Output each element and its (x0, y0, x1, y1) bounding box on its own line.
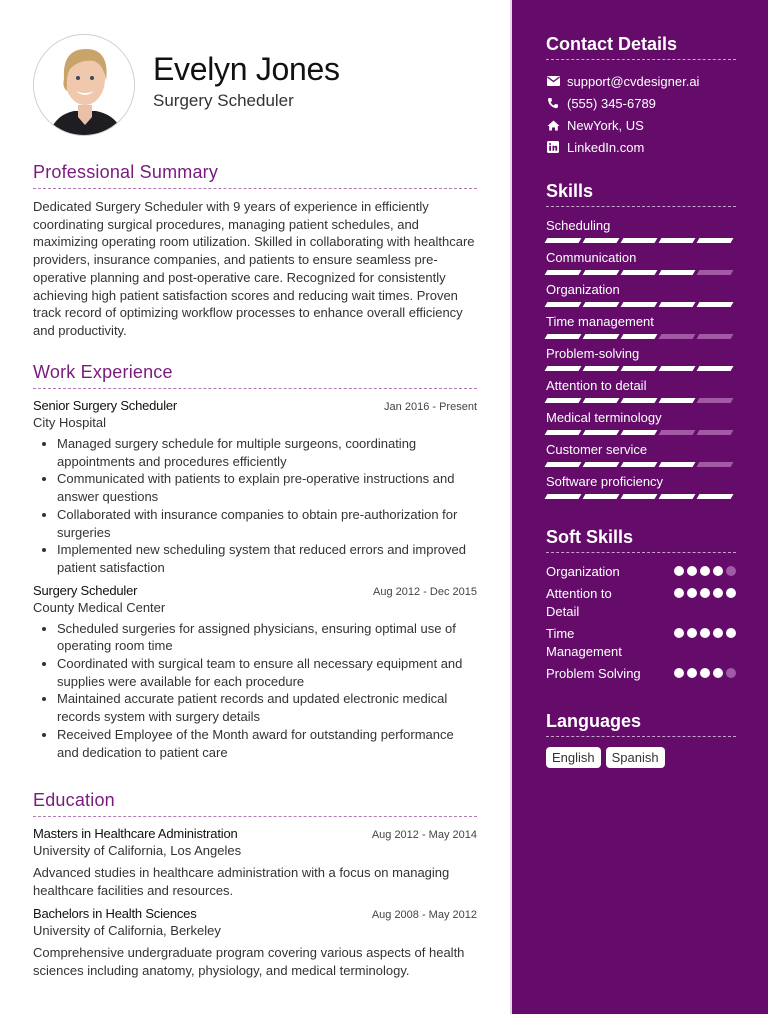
rating-dot-icon (700, 566, 710, 576)
skill-level-segment (583, 270, 620, 275)
skill-name: Communication (546, 250, 637, 265)
skill-item (546, 249, 736, 275)
skill-level-segment (545, 270, 582, 275)
skill-name: Customer service (546, 442, 648, 457)
skill-name: Attention to detail (546, 378, 647, 393)
skill-level-segment (697, 302, 734, 307)
rating-dot-icon (726, 566, 736, 576)
education-entry (33, 826, 477, 899)
skill-level-segment (545, 302, 582, 307)
contact-heading: Contact Details (546, 34, 736, 60)
skill-level-segment (545, 366, 582, 371)
envelope-icon (546, 74, 560, 88)
job-org: City Hospital (33, 415, 106, 430)
rating-dot-icon (687, 668, 697, 678)
contact-phone-value: (555) 345-6789 (567, 95, 656, 111)
skill-level-segment (697, 334, 734, 339)
skill-level-segment (697, 398, 734, 403)
rating-dot-icon (674, 668, 684, 678)
skill-level-segment (621, 334, 658, 339)
soft-skill-rating (674, 625, 736, 661)
skill-level-segment (621, 366, 658, 371)
school: University of California, Los Angeles (33, 843, 242, 858)
soft-skill-rating (674, 563, 736, 581)
rating-dot-icon (713, 566, 723, 576)
contact-section (546, 34, 736, 158)
skill-level-segment (659, 430, 696, 435)
skill-level-segment (545, 430, 582, 435)
skills-list (546, 217, 736, 499)
summary-text: Dedicated Surgery Scheduler with 9 years of experience in efficiently coordinating surgical procedures, managing patient schedules, and maximizing operating room utilization. Skilled in collaborating with healthcare providers, insurance companies, and patients to ensure seamless pre-operative planning and post-operative care. Recognized for consistently achieving high patient satisfaction scores and reducing wait times. Proven track record of optimizing workflow processes to enhance overall efficiency and productivity. (33, 199, 475, 338)
skill-level-bar (546, 270, 736, 275)
job-bullet: • Implemented new scheduling system that reduced errors and improved patient satisfaction (57, 541, 477, 576)
rating-dot-icon (674, 566, 684, 576)
contact-location (546, 114, 736, 136)
soft-skill-item (546, 625, 736, 661)
skill-level-segment (697, 270, 734, 275)
skill-level-segment (583, 494, 620, 499)
skill-item (546, 473, 736, 499)
rating-dot-icon (687, 566, 697, 576)
phone-icon (546, 96, 560, 110)
summary-section (33, 162, 477, 340)
skill-level-segment (697, 238, 734, 243)
job-entry (33, 583, 477, 762)
job-dates: Aug 2012 - Dec 2015 (373, 585, 477, 598)
education-desc: Comprehensive undergraduate program covering various aspects of health sciences including anatomy, physiology, and medical terminology. (33, 945, 465, 979)
education-dates: Aug 2012 - May 2014 (371, 829, 477, 841)
contact-linkedin-value: LinkedIn.com (567, 139, 645, 155)
skill-level-segment (659, 238, 696, 243)
job-bullet: • Collaborated with insurance companies to obtain pre-authorization for surgeries (57, 506, 477, 541)
candidate-title: Surgery Scheduler (153, 91, 294, 110)
rating-dot-icon (713, 628, 723, 638)
skill-level-bar (546, 366, 736, 371)
education-heading: Education (33, 790, 477, 817)
skill-level-bar (546, 494, 736, 499)
skill-level-segment (545, 238, 582, 243)
language-tag: Spanish (606, 747, 665, 768)
skill-level-segment (621, 238, 658, 243)
skill-item (546, 345, 736, 371)
soft-skill-item (546, 563, 736, 581)
education-section (33, 790, 477, 987)
rating-dot-icon (726, 668, 736, 678)
job-dates: Jan 2016 - Present (384, 401, 477, 413)
summary-heading: Professional Summary (33, 162, 477, 189)
skill-name: Time management (546, 314, 654, 329)
avatar (33, 34, 135, 136)
skill-item (546, 281, 736, 307)
experience-heading: Work Experience (33, 362, 477, 389)
skill-level-segment (659, 494, 696, 499)
skills-heading: Skills (546, 181, 736, 207)
job-title: Surgery Scheduler (33, 582, 138, 598)
header (33, 34, 340, 136)
skill-level-segment (621, 462, 658, 467)
rating-dot-icon (726, 588, 736, 598)
contact-phone[interactable] (546, 92, 736, 114)
skill-level-segment (583, 334, 620, 339)
rating-dot-icon (713, 668, 723, 678)
skill-level-segment (659, 398, 696, 403)
contact-linkedin[interactable] (546, 136, 736, 158)
degree: Bachelors in Health Sciences (33, 906, 197, 922)
soft-skill-name: Time Management (546, 626, 622, 659)
rating-dot-icon (687, 628, 697, 638)
rating-dot-icon (700, 588, 710, 598)
skills-section (546, 181, 736, 505)
skill-name: Problem-solving (546, 346, 640, 361)
school: University of California, Berkeley (33, 923, 221, 939)
skill-level-bar (546, 430, 736, 435)
contact-email[interactable] (546, 70, 736, 92)
skill-level-bar (546, 398, 736, 403)
skill-level-segment (621, 302, 658, 307)
skill-item (546, 313, 736, 339)
skill-level-bar (546, 462, 736, 467)
soft-skill-rating (674, 665, 736, 683)
skill-item (546, 377, 736, 403)
skill-level-segment (621, 398, 658, 403)
sidebar (510, 0, 768, 1014)
job-bullet: • Coordinated with surgical team to ensure all necessary equipment and supplies were available for each procedure (57, 655, 477, 690)
skill-item (546, 217, 736, 243)
degree: Masters in Healthcare Administration (33, 826, 238, 841)
rating-dot-icon (726, 628, 736, 638)
rating-dot-icon (713, 588, 723, 598)
skill-level-segment (697, 430, 734, 435)
skill-level-segment (545, 494, 582, 499)
education-dates: Aug 2008 - May 2012 (371, 909, 477, 922)
job-bullet: • Received Employee of the Month award for outstanding performance and dedication to patient care (57, 726, 477, 761)
language-tag: English (546, 747, 601, 768)
skill-level-segment (583, 398, 620, 403)
languages-heading: Languages (546, 711, 736, 737)
experience-section (33, 362, 477, 767)
rating-dot-icon (674, 588, 684, 598)
skill-level-segment (583, 302, 620, 307)
job-bullet: • Communicated with patients to explain pre-operative instructions and answer questions (57, 470, 477, 505)
job-bullet: • Maintained accurate patient records and updated electronic medical records system with surgery details (57, 690, 477, 725)
job-bullet: • Scheduled surgeries for assigned physicians, ensuring optimal use of operating room time (57, 620, 477, 655)
soft-skills-heading: Soft Skills (546, 527, 736, 553)
soft-skill-name: Organization (546, 564, 620, 579)
education-entry (33, 906, 477, 979)
rating-dot-icon (687, 588, 697, 598)
rating-dot-icon (700, 668, 710, 678)
skill-name: Scheduling (546, 218, 611, 233)
home-icon (546, 118, 560, 132)
soft-skill-rating (674, 585, 736, 621)
skill-level-segment (697, 494, 734, 499)
education-desc: Advanced studies in healthcare administration with a focus on managing healthcare facilities and resources. (33, 865, 450, 898)
skill-level-segment (659, 270, 696, 275)
skill-level-segment (621, 270, 658, 275)
soft-skills-list (546, 563, 736, 683)
skill-name: Software proficiency (546, 474, 664, 489)
profile-photo-icon (34, 35, 135, 136)
rating-dot-icon (674, 628, 684, 638)
skill-level-segment (659, 366, 696, 371)
skill-level-bar (546, 302, 736, 307)
skill-level-segment (659, 302, 696, 307)
linkedin-icon (546, 140, 560, 154)
soft-skill-name: Problem Solving (546, 666, 641, 681)
skill-item (546, 409, 736, 435)
skill-name: Medical terminology (546, 410, 662, 425)
languages-section (546, 711, 736, 768)
skill-level-segment (545, 334, 582, 339)
soft-skill-name: Attention to Detail (546, 586, 612, 619)
job-title: Senior Surgery Scheduler (33, 398, 178, 413)
skill-item (546, 441, 736, 467)
candidate-name: Evelyn Jones (153, 51, 340, 87)
skill-level-segment (697, 462, 734, 467)
job-org: County Medical Center (33, 599, 166, 615)
contact-email-value: support@cvdesigner.ai (567, 73, 700, 89)
skill-level-segment (583, 462, 620, 467)
soft-skill-item (546, 585, 736, 621)
skill-level-segment (697, 366, 734, 371)
skill-level-segment (583, 238, 620, 243)
soft-skills-section (546, 527, 736, 687)
skill-level-segment (621, 494, 658, 499)
skill-level-bar (546, 238, 736, 243)
job-bullet: • Managed surgery schedule for multiple surgeons, coordinating appointments and procedures efficiently (57, 435, 477, 470)
rating-dot-icon (700, 628, 710, 638)
skill-level-segment (621, 430, 658, 435)
skill-name: Organization (546, 282, 620, 297)
contact-location-value: NewYork, US (567, 117, 644, 133)
skill-level-segment (545, 462, 582, 467)
skill-level-segment (583, 430, 620, 435)
skill-level-segment (583, 366, 620, 371)
skill-level-segment (545, 398, 582, 403)
skill-level-bar (546, 334, 736, 339)
job-entry (33, 398, 477, 577)
soft-skill-item (546, 665, 736, 683)
skill-level-segment (659, 334, 696, 339)
skill-level-segment (659, 462, 696, 467)
